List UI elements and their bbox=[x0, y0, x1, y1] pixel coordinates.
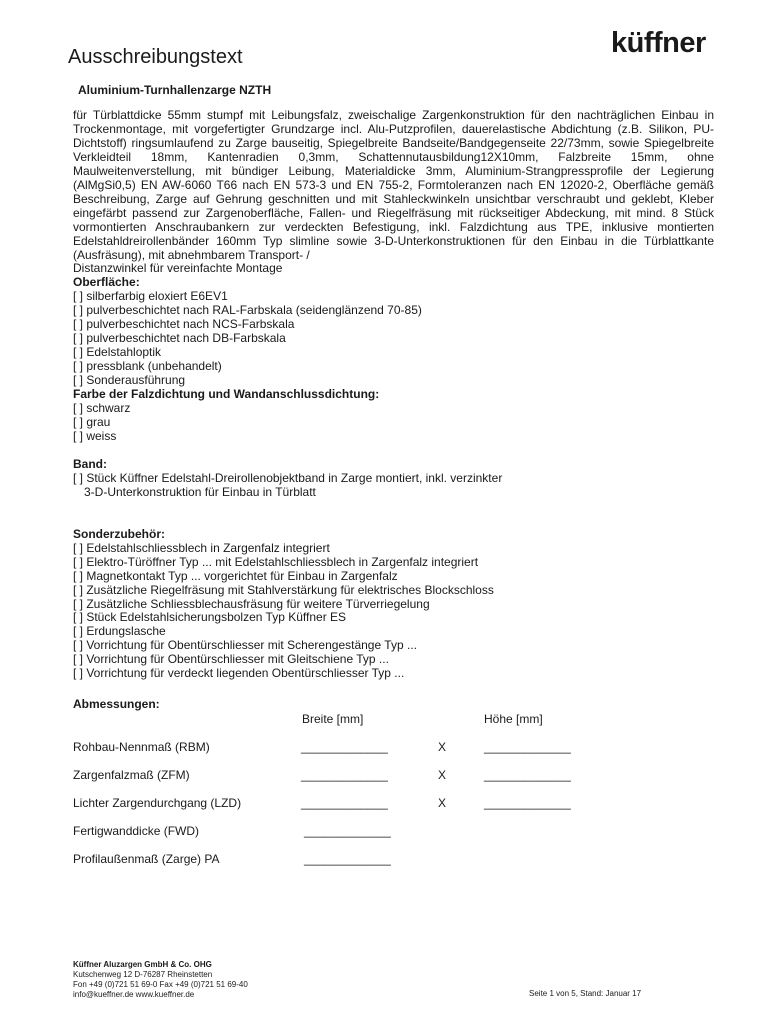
accessory-option: [ ] Elektro-Türöffner Typ ... mit Edelstahlschliessblech in Zargenfalz integriert bbox=[73, 554, 479, 569]
accessory-option: [ ] Stück Edelstahlsicherungsbolzen Typ Küffner ES bbox=[73, 610, 347, 625]
seal-color-option: [ ] schwarz bbox=[73, 401, 131, 416]
width-blank: _____________ bbox=[301, 796, 388, 810]
times-sign: X bbox=[438, 740, 447, 754]
description-last-line: Distanzwinkel für vereinfachte Montage bbox=[73, 261, 283, 276]
dimension-label: Fertigwanddicke (FWD) bbox=[73, 824, 200, 838]
dimension-row-fwd bbox=[73, 824, 673, 840]
surface-option: [ ] pulverbeschichtet nach NCS-Farbskala bbox=[73, 317, 295, 332]
seal-color-option: [ ] grau bbox=[73, 414, 111, 429]
accessory-option: [ ] Erdungslasche bbox=[73, 624, 166, 639]
dimensions-heading: Abmessungen: bbox=[73, 697, 160, 711]
dimension-label: Profilaußenmaß (Zarge) PA bbox=[73, 852, 220, 866]
hinge-option-continued: 3-D-Unterkonstruktion für Einbau in Türblatt bbox=[84, 484, 316, 499]
surface-heading: Oberfläche: bbox=[73, 275, 140, 290]
width-column-header: Breite [mm] bbox=[302, 712, 364, 726]
description-paragraph: für Türblattdicke 55mm stumpf mit Leibungsfalz, zweischalige Zargenkonstruktion für den nachträglichen Einbau in Trockenmontage, mit vorgefertigter Grundzarge incl. Alu-Putzprofilen, dauerelastische Abdichtung (z.B. Silikon, PU-Dichtstoff) ringsumlaufend zu Zarge bauseitig, Spiegelbreite Bandseite/Bandgegenseite 22/73mm, sowie Spiegelbreite Verkleidteil 18mm, Kantenradien 0,3mm, Schattennutausbildung12X10mm, Falzbreite 15mm, ohne Maulweitenverstellung, mit bündiger Leibung, Materialdicke 3mm, Aluminium-Strangpressprofile der Legierung (AlMgSi0,5) EN AW-6060 T66 nach EN 573-3 und EN 755-2, Formtoleranzen nach EN 12020-2, Oberfläche gemäß Beschreibung, Zarge auf Gehrung geschnitten und mit Stahleckwinkeln unsichtbar verschraubt und geklebt, Kleber eingefärbt passend zur Zargenoberfläche, Fallen- und Riegelfräsung mit rückseitiger Abdeckung, mit mind. 8 Stück vormontierten Anschraubankern zur verdeckten Befestigung, inkl. Falzdichtung aus TPE, inklusive montierten Edelstahldreirollenbänder 160mm Typ slimline sowie 3-D-Unterkonstruktionen für den Einbau in die Türblattkante (Ausfräsung), mit abnehmbarem Transport- / bbox=[73, 108, 714, 262]
accessory-option: [ ] Vorrichtung für Obentürschliesser mit Scherengestänge Typ ... bbox=[73, 638, 417, 653]
dimension-row-pa bbox=[73, 852, 673, 868]
kueffner-logo: küffner bbox=[611, 27, 706, 59]
seal-color-heading: Farbe der Falzdichtung und Wandanschlussdichtung: bbox=[73, 387, 380, 402]
surface-option: [ ] pressblank (unbehandelt) bbox=[73, 359, 222, 374]
dimension-label: Zargenfalzmaß (ZFM) bbox=[73, 768, 190, 782]
times-sign: X bbox=[438, 796, 447, 810]
hinge-heading: Band: bbox=[73, 456, 107, 471]
spacer bbox=[73, 500, 714, 528]
width-blank: _____________ bbox=[301, 740, 388, 754]
product-title: Aluminium-Turnhallenzarge NZTH bbox=[78, 83, 272, 97]
value-blank: _____________ bbox=[304, 824, 391, 838]
dimension-row-zfm bbox=[73, 768, 673, 784]
accessory-option: [ ] Magnetkontakt Typ ... vorgerichtet für Einbau in Zargenfalz bbox=[73, 568, 398, 583]
width-blank: _____________ bbox=[301, 768, 388, 782]
spacer bbox=[73, 444, 714, 458]
dimension-label: Rohbau-Nennmaß (RBM) bbox=[73, 740, 210, 754]
accessory-option: [ ] Zusätzliche Schliessblechausfräsung für weitere Türverriegelung bbox=[73, 596, 430, 611]
footer-phone: Fon +49 (0)721 51 69-0 Fax +49 (0)721 51 69-40 bbox=[73, 980, 248, 989]
specification-body bbox=[73, 109, 714, 681]
footer-address-block bbox=[73, 960, 248, 1000]
surface-option: [ ] Edelstahloptik bbox=[73, 345, 162, 360]
surface-option: [ ] Sonderausführung bbox=[73, 373, 186, 388]
accessories-heading: Sonderzubehör: bbox=[73, 526, 165, 541]
accessory-option: [ ] Zusätzliche Riegelfräsung mit Stahlverstärkung für elektrisches Blockschloss bbox=[73, 582, 494, 597]
footer-address: Kutschenweg 12 D-76287 Rheinstetten bbox=[73, 970, 213, 979]
surface-option: [ ] silberfarbig eloxiert E6EV1 bbox=[73, 289, 228, 304]
hinge-option: [ ] Stück Küffner Edelstahl-Dreirollenobjektband in Zarge montiert, inkl. verzinkter bbox=[73, 470, 503, 485]
document-title: Ausschreibungstext bbox=[68, 46, 243, 68]
footer-company: Küffner Aluzargen GmbH & Co. OHG bbox=[73, 960, 212, 969]
height-blank: _____________ bbox=[484, 796, 571, 810]
surface-option: [ ] pulverbeschichtet nach RAL-Farbskala (seidenglänzend 70-85) bbox=[73, 303, 422, 318]
surface-option: [ ] pulverbeschichtet nach DB-Farbskala bbox=[73, 331, 286, 346]
height-blank: _____________ bbox=[484, 740, 571, 754]
value-blank: _____________ bbox=[304, 852, 391, 866]
dimension-row-rbm bbox=[73, 740, 673, 756]
dimension-row-lzd bbox=[73, 796, 673, 812]
accessory-option: [ ] Vorrichtung für verdeckt liegenden Obentürschliesser Typ ... bbox=[73, 666, 405, 681]
accessory-option: [ ] Vorrichtung für Obentürschliesser mit Gleitschiene Typ ... bbox=[73, 652, 389, 667]
page-info: Seite 1 von 5, Stand: Januar 17 bbox=[529, 989, 642, 998]
times-sign: X bbox=[438, 768, 447, 782]
accessory-option: [ ] Edelstahlschliessblech in Zargenfalz integriert bbox=[73, 540, 330, 555]
dimension-label: Lichter Zargendurchgang (LZD) bbox=[73, 796, 242, 810]
height-column-header: Höhe [mm] bbox=[484, 712, 543, 726]
seal-color-option: [ ] weiss bbox=[73, 428, 117, 443]
height-blank: _____________ bbox=[484, 768, 571, 782]
footer-web: info@kueffner.de www.kueffner.de bbox=[73, 990, 195, 999]
